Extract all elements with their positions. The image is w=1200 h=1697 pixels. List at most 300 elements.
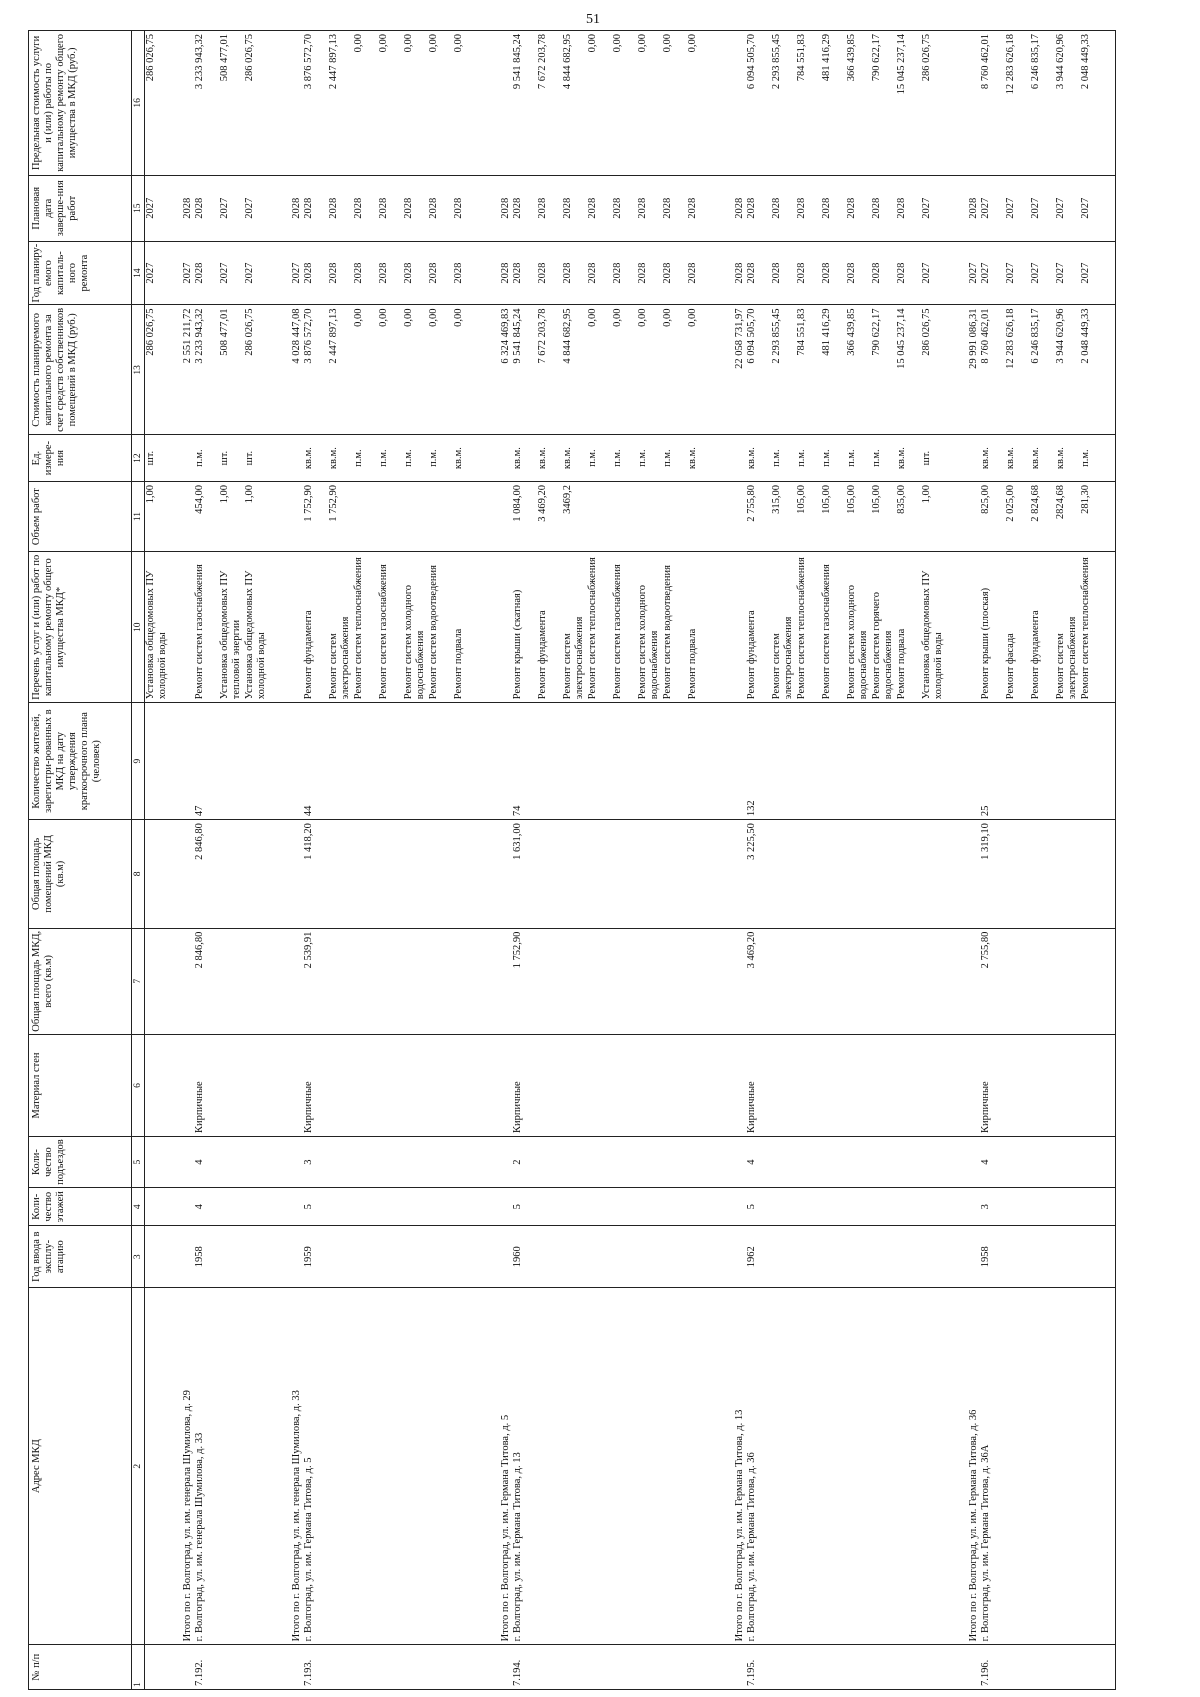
column-header-2: Адрес МКД bbox=[29, 1288, 132, 1645]
empty-cell bbox=[279, 552, 303, 703]
service-item: Ремонт систем электроснабжения bbox=[1055, 616, 1078, 700]
repair-year-item: 2028 bbox=[512, 262, 523, 284]
empty-cell bbox=[488, 552, 512, 703]
wall-material: Кирпичные bbox=[194, 1034, 279, 1136]
year-built: 1958 bbox=[194, 1226, 279, 1288]
repair-year-item: 2028 bbox=[796, 262, 807, 284]
total-row bbox=[170, 31, 194, 1690]
cost-item: 0,00 bbox=[637, 308, 648, 327]
empty-cell bbox=[279, 1137, 303, 1188]
repair-year-item: 2028 bbox=[771, 262, 782, 284]
empty-cell bbox=[279, 1188, 303, 1226]
empty-cell bbox=[956, 703, 980, 820]
unit-item: п.м. bbox=[428, 449, 439, 467]
column-header-13: Стоимость планируемого капитального ремонта за счет средств собственников помещений в МКД (руб.) bbox=[29, 305, 132, 435]
limit-cost-item: 286 026,75 bbox=[921, 34, 932, 82]
row-number: 7.192. bbox=[194, 1645, 279, 1690]
limit-cost-item: 286 026,75 bbox=[145, 34, 156, 82]
residents bbox=[145, 703, 171, 820]
residents: 47 bbox=[194, 703, 279, 820]
area-total: 3 469,20 bbox=[746, 928, 956, 1034]
entrances: 2 bbox=[512, 1137, 722, 1188]
volume bbox=[980, 482, 1116, 552]
cost-item: 481 416,29 bbox=[821, 308, 832, 356]
service-item: Установка общедомовых ПУ тепловой энергии bbox=[219, 570, 242, 700]
repair-year-item: 2027 bbox=[1030, 262, 1041, 284]
column-header-8: Общая площадь помещений МКД (кв.м) bbox=[29, 820, 132, 928]
total-date: 2028 bbox=[722, 175, 746, 241]
volume bbox=[512, 482, 722, 552]
total-year: 2027 bbox=[956, 241, 980, 305]
repair-year-item: 2028 bbox=[403, 262, 414, 284]
cost-item: 0,00 bbox=[403, 308, 414, 327]
limit-cost-item: 7 672 203,78 bbox=[537, 34, 548, 90]
row-number: 7.195. bbox=[746, 1645, 956, 1690]
address: г. Волгоград, ул. им. Германа Титова, д. 13 bbox=[512, 1288, 722, 1645]
empty-cell bbox=[170, 31, 194, 176]
limit-cost-item: 9 541 845,24 bbox=[512, 34, 523, 90]
volume-item: 1 084,00 bbox=[512, 485, 523, 522]
floors: 3 bbox=[980, 1188, 1116, 1226]
volume-item: 3 469,20 bbox=[537, 485, 548, 522]
repair-year-item: 2028 bbox=[328, 262, 339, 284]
unit-item: п.м. bbox=[796, 449, 807, 467]
building-row bbox=[512, 31, 722, 1690]
column-header-5: Коли-чество подъездов bbox=[29, 1137, 132, 1188]
repair-year-item: 2028 bbox=[746, 262, 757, 284]
limit-cost-item: 0,00 bbox=[403, 34, 414, 53]
empty-cell bbox=[170, 820, 194, 928]
floors: 5 bbox=[746, 1188, 956, 1226]
row-number bbox=[145, 1645, 171, 1690]
cost-item: 3 233 943,32 bbox=[194, 308, 205, 364]
volume-item: 1,00 bbox=[145, 485, 156, 504]
empty-cell bbox=[956, 820, 980, 928]
limit-cost-item: 0,00 bbox=[662, 34, 673, 53]
table-header bbox=[29, 31, 145, 1690]
unit-item: п.м. bbox=[403, 449, 414, 467]
cost-item: 0,00 bbox=[378, 308, 389, 327]
column-header-11: Объем работ bbox=[29, 482, 132, 552]
volume-item bbox=[662, 485, 687, 548]
cost-item: 7 672 203,78 bbox=[537, 308, 548, 364]
service-item: Ремонт фундамента bbox=[537, 610, 548, 700]
volume-item bbox=[378, 485, 403, 548]
service-item: Ремонт систем теплоснабжения bbox=[353, 557, 364, 700]
empty-cell bbox=[488, 482, 512, 552]
repair-year-item: 2027 bbox=[980, 262, 991, 284]
total-cost: 29 991 086,31 bbox=[956, 305, 980, 435]
empty-cell bbox=[170, 1137, 194, 1188]
unit bbox=[980, 435, 1116, 482]
wall-material bbox=[145, 1034, 171, 1136]
unit-item: п.м. bbox=[821, 449, 832, 467]
empty-cell bbox=[488, 1188, 512, 1226]
empty-cell bbox=[170, 703, 194, 820]
limit-cost-item: 3 876 572,70 bbox=[303, 34, 314, 90]
volume-item bbox=[428, 485, 453, 548]
area-total: 2 846,80 bbox=[194, 928, 279, 1034]
limit-cost-item: 481 416,29 bbox=[821, 34, 832, 82]
limit-cost-item: 508 477,01 bbox=[219, 34, 230, 82]
total-year: 2028 bbox=[722, 241, 746, 305]
limit-cost-item: 0,00 bbox=[612, 34, 623, 53]
unit-item: п.м. bbox=[771, 449, 782, 467]
volume-item: 2 824,68 bbox=[1030, 485, 1041, 522]
end-date-item: 2027 bbox=[219, 197, 230, 219]
limit-cost bbox=[746, 31, 956, 176]
residents: 132 bbox=[746, 703, 956, 820]
service bbox=[145, 552, 171, 703]
end-date-item: 2028 bbox=[871, 197, 882, 219]
repair-year-item: 2027 bbox=[145, 262, 156, 284]
year-built: 1960 bbox=[512, 1226, 722, 1288]
cost-item: 0,00 bbox=[612, 308, 623, 327]
service-item: Установка общедомовых ПУ холодной воды bbox=[244, 570, 267, 700]
entrances: 4 bbox=[746, 1137, 956, 1188]
residents: 44 bbox=[303, 703, 488, 820]
unit-item: кв.м. bbox=[303, 447, 314, 470]
unit-item: кв.м. bbox=[746, 447, 757, 470]
limit-cost-item: 3 233 943,32 bbox=[194, 34, 205, 90]
column-number-1: 1 bbox=[132, 1645, 145, 1690]
cost-item: 0,00 bbox=[687, 308, 698, 327]
column-number-14: 14 bbox=[132, 241, 145, 305]
cost-item: 286 026,75 bbox=[921, 308, 932, 356]
end-date bbox=[512, 175, 722, 241]
repair-year-item: 2028 bbox=[821, 262, 832, 284]
service-item: Ремонт крыши (скатная) bbox=[512, 589, 523, 700]
total-date: 2028 bbox=[279, 175, 303, 241]
repair-year bbox=[145, 241, 171, 305]
total-row bbox=[722, 31, 746, 1690]
floors: 5 bbox=[303, 1188, 488, 1226]
empty-cell bbox=[956, 1645, 980, 1690]
repair-year-item: 2028 bbox=[587, 262, 598, 284]
cost-item: 790 622,17 bbox=[871, 308, 882, 356]
limit-cost-item: 0,00 bbox=[453, 34, 464, 53]
total-label: Итого по г. Волгоград, ул. им. генерала Шумилова, д. 33 bbox=[279, 1288, 303, 1645]
residents: 74 bbox=[512, 703, 722, 820]
column-number-11: 11 bbox=[132, 482, 145, 552]
volume-item: 281,30 bbox=[1080, 485, 1091, 514]
column-header-7: Общая площадь МКД, всего (кв.м) bbox=[29, 928, 132, 1034]
empty-cell bbox=[722, 928, 746, 1034]
empty-cell bbox=[488, 820, 512, 928]
total-cost: 4 028 447,08 bbox=[279, 305, 303, 435]
service-item: Ремонт систем теплоснабжения bbox=[1080, 557, 1091, 700]
volume-item bbox=[453, 485, 478, 548]
empty-cell bbox=[722, 31, 746, 176]
unit-item: п.м. bbox=[587, 449, 598, 467]
column-number-12: 12 bbox=[132, 435, 145, 482]
unit-item: п.м. bbox=[1080, 449, 1091, 467]
empty-cell bbox=[170, 1034, 194, 1136]
repair-year bbox=[746, 241, 956, 305]
volume-item: 825,00 bbox=[980, 485, 991, 514]
unit-item: кв.м. bbox=[562, 447, 573, 470]
repair-year-item: 2027 bbox=[921, 262, 932, 284]
repair-year-item: 2028 bbox=[846, 262, 857, 284]
service-item: Ремонт систем газоснабжения bbox=[194, 564, 205, 700]
page-number: 51 bbox=[586, 12, 600, 27]
column-header-1: № п/п bbox=[29, 1645, 132, 1690]
entrances: 4 bbox=[980, 1137, 1116, 1188]
repair-year-item: 2028 bbox=[637, 262, 648, 284]
volume bbox=[194, 482, 279, 552]
repair-year bbox=[303, 241, 488, 305]
end-date-item: 2028 bbox=[194, 197, 205, 219]
limit-cost-item: 3 944 620,96 bbox=[1055, 34, 1066, 90]
cost-item: 4 844 682,95 bbox=[562, 308, 573, 364]
unit-item: кв.м. bbox=[512, 447, 523, 470]
service-item: Ремонт подвала bbox=[453, 628, 464, 700]
total-year: 2027 bbox=[170, 241, 194, 305]
empty-cell bbox=[722, 1226, 746, 1288]
repair-year-item: 2028 bbox=[537, 262, 548, 284]
column-number-15: 15 bbox=[132, 175, 145, 241]
unit-item: кв.м. bbox=[453, 447, 464, 470]
cost-item: 2 293 855,45 bbox=[771, 308, 782, 364]
empty-cell bbox=[488, 31, 512, 176]
service-item: Ремонт систем горячего водоснабжения bbox=[871, 592, 894, 700]
cost-item: 6 094 505,70 bbox=[746, 308, 757, 364]
repair-year-item: 2027 bbox=[1005, 262, 1016, 284]
cost bbox=[512, 305, 722, 435]
service bbox=[512, 552, 722, 703]
repair-year-item: 2028 bbox=[871, 262, 882, 284]
limit-cost-item: 15 045 237,14 bbox=[896, 34, 907, 95]
limit-cost bbox=[980, 31, 1116, 176]
total-row bbox=[279, 31, 303, 1690]
column-number-6: 6 bbox=[132, 1034, 145, 1136]
limit-cost-item: 4 844 682,95 bbox=[562, 34, 573, 90]
volume-item: 2824,68 bbox=[1055, 485, 1066, 520]
repair-year bbox=[194, 241, 279, 305]
total-row bbox=[956, 31, 980, 1690]
service-item: Ремонт фундамента bbox=[746, 610, 757, 700]
end-date-item: 2027 bbox=[921, 197, 932, 219]
cost bbox=[746, 305, 956, 435]
volume bbox=[746, 482, 956, 552]
rotated-sheet bbox=[28, 30, 1178, 1690]
total-cost: 6 324 469,83 bbox=[488, 305, 512, 435]
limit-cost-item: 366 439,85 bbox=[846, 34, 857, 82]
unit-item: шт. bbox=[219, 450, 230, 466]
column-header-16: Предельная стоимость услуги и (или) работы по капитальному ремонту общего имущества в МКД (руб.) bbox=[29, 31, 132, 176]
column-header-3: Год ввода в эксплу-атацию bbox=[29, 1226, 132, 1288]
repair-year-item: 2027 bbox=[1080, 262, 1091, 284]
empty-cell bbox=[956, 1034, 980, 1136]
empty-cell bbox=[279, 31, 303, 176]
address: г. Волгоград, ул. им. генерала Шумилова, д. 33 bbox=[194, 1288, 279, 1645]
volume bbox=[303, 482, 488, 552]
total-date: 2028 bbox=[170, 175, 194, 241]
limit-cost-item: 0,00 bbox=[687, 34, 698, 53]
unit-item: кв.м. bbox=[1030, 447, 1041, 470]
end-date-item: 2027 bbox=[1005, 197, 1016, 219]
total-cost: 22 058 731,97 bbox=[722, 305, 746, 435]
header-row bbox=[29, 31, 132, 1690]
repair-year-item: 2028 bbox=[896, 262, 907, 284]
limit-cost-item: 0,00 bbox=[428, 34, 439, 53]
empty-cell bbox=[170, 1645, 194, 1690]
repair-year-item: 2028 bbox=[662, 262, 673, 284]
total-year: 2028 bbox=[488, 241, 512, 305]
empty-cell bbox=[279, 820, 303, 928]
empty-cell bbox=[722, 1645, 746, 1690]
limit-cost bbox=[303, 31, 488, 176]
column-header-10: Перечень услуг и (или) работ по капитальному ремонту общего имущества МКД* bbox=[29, 552, 132, 703]
column-header-15: Плановая дата заверше-ния работ bbox=[29, 175, 132, 241]
repair-year-item: 2028 bbox=[428, 262, 439, 284]
area-total: 1 752,90 bbox=[512, 928, 722, 1034]
service-item: Ремонт систем газоснабжения bbox=[821, 564, 832, 700]
column-header-14: Год планиру-емого капиталь-ного ремонта bbox=[29, 241, 132, 305]
repair-year-item: 2028 bbox=[353, 262, 364, 284]
volume-item bbox=[612, 485, 637, 548]
column-number-7: 7 bbox=[132, 928, 145, 1034]
service-item: Ремонт систем холодного водоснабжения bbox=[846, 584, 869, 700]
service-item: Ремонт систем электроснабжения bbox=[328, 616, 351, 700]
end-date-item: 2027 bbox=[145, 197, 156, 219]
repair-year-item: 2027 bbox=[219, 262, 230, 284]
cost-item: 8 760 462,01 bbox=[980, 308, 991, 364]
total-label: Итого по г. Волгоград, ул. им. Германа Титова, д. 36 bbox=[956, 1288, 980, 1645]
empty-cell bbox=[170, 435, 194, 482]
unit bbox=[512, 435, 722, 482]
service-item: Ремонт систем газоснабжения bbox=[378, 564, 389, 700]
end-date-item: 2028 bbox=[846, 197, 857, 219]
end-date-item: 2028 bbox=[771, 197, 782, 219]
unit bbox=[145, 435, 171, 482]
unit-item: кв.м. bbox=[537, 447, 548, 470]
column-number-16: 16 bbox=[132, 31, 145, 176]
limit-cost-item: 790 622,17 bbox=[871, 34, 882, 82]
end-date-item: 2028 bbox=[428, 197, 439, 219]
wall-material: Кирпичные bbox=[303, 1034, 488, 1136]
volume-item: 2 755,80 bbox=[746, 485, 757, 522]
area-total: 2 755,80 bbox=[980, 928, 1116, 1034]
service-item: Установка общедомовых ПУ холодной воды bbox=[145, 570, 168, 700]
area-rooms: 1 631,00 bbox=[512, 820, 722, 928]
row-number: 7.193. bbox=[303, 1645, 488, 1690]
column-number-9: 9 bbox=[132, 703, 145, 820]
cost-item: 0,00 bbox=[453, 308, 464, 327]
empty-cell bbox=[279, 482, 303, 552]
area-total: 2 539,91 bbox=[303, 928, 488, 1034]
end-date-item: 2028 bbox=[587, 197, 598, 219]
volume-item: 3469,2 bbox=[562, 485, 573, 514]
floors bbox=[145, 1188, 171, 1226]
end-date-item: 2028 bbox=[562, 197, 573, 219]
end-date bbox=[303, 175, 488, 241]
empty-cell bbox=[722, 820, 746, 928]
year-built: 1959 bbox=[303, 1226, 488, 1288]
volume-item: 105,00 bbox=[821, 485, 832, 514]
end-date-item: 2028 bbox=[821, 197, 832, 219]
empty-cell bbox=[488, 1226, 512, 1288]
empty-cell bbox=[279, 703, 303, 820]
service-item: Ремонт фундамента bbox=[303, 610, 314, 700]
unit-item: п.м. bbox=[662, 449, 673, 467]
end-date-item: 2028 bbox=[328, 197, 339, 219]
unit-item: шт. bbox=[145, 450, 156, 466]
table-body bbox=[145, 31, 1116, 1690]
column-number-10: 10 bbox=[132, 552, 145, 703]
end-date-item: 2028 bbox=[637, 197, 648, 219]
empty-cell bbox=[488, 1034, 512, 1136]
building-row bbox=[980, 31, 1116, 1690]
limit-cost-item: 2 447 897,13 bbox=[328, 34, 339, 90]
empty-cell bbox=[488, 1137, 512, 1188]
unit-item: п.м. bbox=[637, 449, 648, 467]
empty-cell bbox=[279, 435, 303, 482]
service-item: Установка общедомовых ПУ холодной воды bbox=[921, 570, 944, 700]
service-item: Ремонт систем электроснабжения bbox=[771, 616, 794, 700]
area-rooms bbox=[145, 820, 171, 928]
volume-item: 1,00 bbox=[244, 485, 255, 504]
unit-item: кв.м. bbox=[980, 447, 991, 470]
building-row bbox=[194, 31, 279, 1690]
cost-item: 6 246 835,17 bbox=[1030, 308, 1041, 364]
empty-cell bbox=[488, 1645, 512, 1690]
service-item: Ремонт систем газоснабжения bbox=[612, 564, 623, 700]
volume-item: 2 025,00 bbox=[1005, 485, 1016, 522]
total-row bbox=[488, 31, 512, 1690]
service-item: Ремонт систем водоотведения bbox=[662, 565, 673, 700]
limit-cost-item: 0,00 bbox=[587, 34, 598, 53]
wall-material: Кирпичные bbox=[980, 1034, 1116, 1136]
end-date-item: 2027 bbox=[980, 197, 991, 219]
repair-year bbox=[512, 241, 722, 305]
empty-cell bbox=[488, 703, 512, 820]
column-number-2: 2 bbox=[132, 1288, 145, 1645]
empty-cell bbox=[279, 1034, 303, 1136]
cost-item: 2 447 897,13 bbox=[328, 308, 339, 364]
limit-cost-item: 12 283 626,18 bbox=[1005, 34, 1016, 95]
service-item: Ремонт систем холодного водоснабжения bbox=[637, 584, 660, 700]
unit-item: п.м. bbox=[194, 449, 205, 467]
column-number-3: 3 bbox=[132, 1226, 145, 1288]
column-number-4: 4 bbox=[132, 1188, 145, 1226]
service-item: Ремонт систем водоотведения bbox=[428, 565, 439, 700]
wall-material: Кирпичные bbox=[746, 1034, 956, 1136]
empty-cell bbox=[956, 1226, 980, 1288]
end-date-item: 2027 bbox=[244, 197, 255, 219]
volume-item: 1 752,90 bbox=[328, 485, 339, 522]
unit-item: п.м. bbox=[353, 449, 364, 467]
service-item: Ремонт подвала bbox=[896, 628, 907, 700]
end-date bbox=[145, 175, 171, 241]
empty-cell bbox=[488, 928, 512, 1034]
row-number: 7.194. bbox=[512, 1645, 722, 1690]
floors: 5 bbox=[512, 1188, 722, 1226]
cost bbox=[194, 305, 279, 435]
empty-cell bbox=[722, 1137, 746, 1188]
cost-item: 15 045 237,14 bbox=[896, 308, 907, 369]
unit-item: п.м. bbox=[612, 449, 623, 467]
cost-item: 0,00 bbox=[428, 308, 439, 327]
building-row bbox=[746, 31, 956, 1690]
end-date-item: 2028 bbox=[612, 197, 623, 219]
limit-cost-item: 0,00 bbox=[378, 34, 389, 53]
area-rooms: 3 225,50 bbox=[746, 820, 956, 928]
repair-year-item: 2028 bbox=[194, 262, 205, 284]
residents: 25 bbox=[980, 703, 1116, 820]
empty-cell bbox=[722, 482, 746, 552]
continuation-row bbox=[145, 31, 171, 1690]
